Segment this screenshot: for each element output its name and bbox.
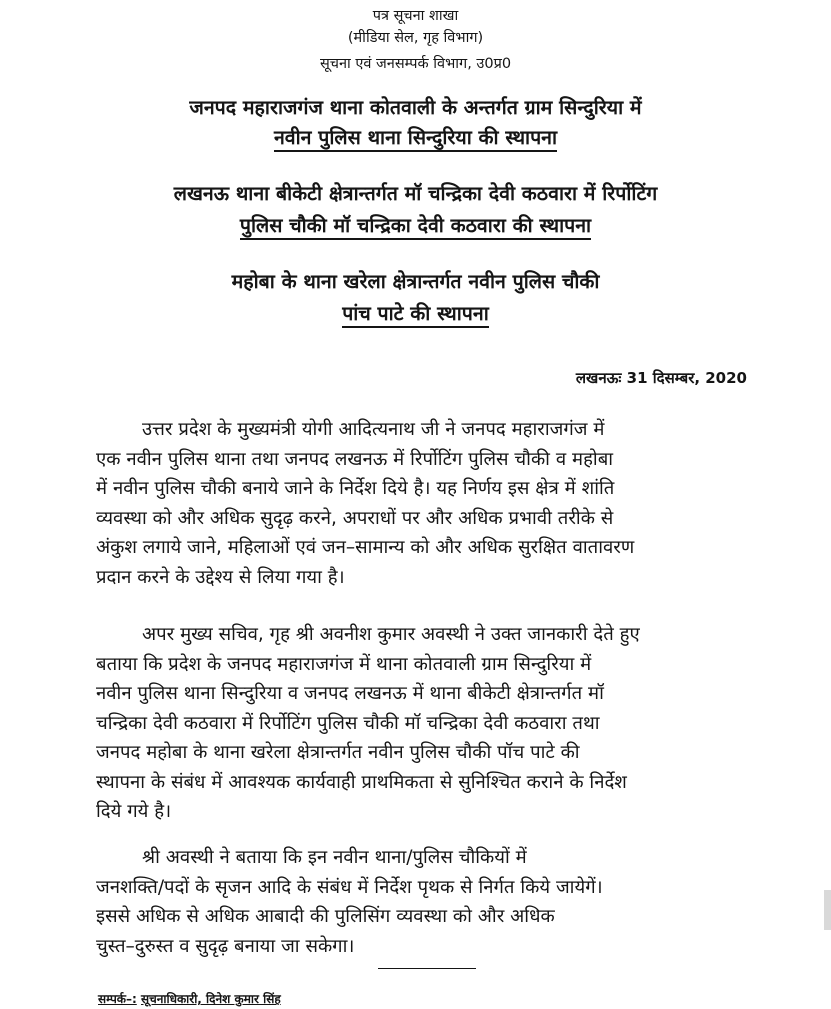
paragraph-line: अपर मुख्य सचिव, गृह श्री अवनीश कुमार अवस्थी ने उक्त जानकारी देते हुए — [142, 624, 640, 645]
contact-name: सूचनाधिकारी, दिनेश कुमार सिंह — [140, 992, 281, 1006]
headline-2-line-2: पुलिस चौकी मॉ चन्द्रिका देवी कठवारा की स्थापना — [0, 212, 831, 240]
paragraph-line: चन्द्रिका देवी कठवारा में रिर्पोटिंग पुलिस चौकी मॉ चन्द्रिका देवी कठवारा तथा — [96, 712, 600, 734]
paragraph-line: नवीन पुलिस थाना सिन्दुरिया व जनपद लखनऊ में थाना बीकेटी क्षेत्रान्तर्गत मॉ — [96, 683, 604, 704]
paragraph-line: इससे अधिक से अधिक आबादी की पुलिसिंग व्यवस्था को और अधिक — [96, 906, 555, 927]
paragraph-2 — [96, 620, 756, 827]
paragraph-line: व्यवस्था को और अधिक सुदृढ़ करने, अपराधों पर और अधिक प्रभावी तरीके से — [96, 507, 614, 529]
paragraph-line: चुस्त–दुरुस्त व सुदृढ़ बनाया जा सकेगा। — [96, 935, 355, 957]
headline-2-line-1: लखनऊ थाना बीकेटी क्षेत्रान्तर्गत मॉ चन्द्रिका देवी कठवारा में रिर्पोटिंग — [173, 182, 658, 205]
contact-label: सम्पर्क–: — [98, 992, 137, 1006]
paragraph-line: उत्तर प्रदेश के मुख्यमंत्री योगी आदित्यनाथ जी ने जनपद महाराजगंज में — [142, 419, 605, 440]
scan-edge-mark — [824, 890, 831, 930]
office-subunit: (मीडिया सेल, गृह विभाग) — [347, 30, 484, 46]
end-divider — [378, 968, 476, 969]
paragraph-line: जनपद महोबा के थाना खरेला क्षेत्रान्तर्गत नवीन पुलिस चौकी पॉच पाटे की — [96, 742, 580, 763]
headline-3-line-1: महोबा के थाना खरेला क्षेत्रान्तर्गत नवीन पुलिस चौकी — [231, 270, 600, 293]
paragraph-line: बताया कि प्रदेश के जनपद महाराजगंज में थाना कोतवाली ग्राम सिन्दुरिया में — [96, 653, 592, 675]
headline-3-line-2: पांच पाटे की स्थापना — [0, 300, 831, 328]
paragraph-line: अंकुश लगाये जाने, महिलाओं एवं जन–सामान्य को और अधिक सुरक्षित वातावरण — [96, 537, 635, 558]
department-name: सूचना एवं जनसम्पर्क विभाग, उ0प्र0 — [319, 56, 512, 72]
paragraph-line: स्थापना के संबंध में आवश्यक कार्यवाही प्राथमिकता से सुनिश्चित कराने के निर्देश — [96, 771, 627, 793]
paragraph-line: एक नवीन पुलिस थाना तथा जनपद लखनऊ में रिर्पोटिंग पुलिस चौकी व महोबा — [96, 448, 614, 470]
paragraph-line: दिये गये है। — [96, 801, 172, 822]
office-name: पत्र सूचना शाखा — [372, 8, 459, 24]
paragraph-line: प्रदान करने के उद्देश्य से लिया गया है। — [96, 566, 345, 588]
paragraph-line: श्री अवस्थी ने बताया कि इन नवीन थाना/पुलिस चौकियों में — [142, 847, 527, 868]
paragraph-line: जनशक्ति/पदों के सृजन आदि के संबंध में निर्देश पृथक से निर्गत किये जायेगें। — [96, 876, 603, 898]
paragraph-1 — [96, 415, 756, 592]
paragraph-line: में नवीन पुलिस चौकी बनाये जाने के निर्देश दिये है। यह निर्णय इस क्षेत्र में शांति — [96, 478, 615, 499]
contact-line — [98, 990, 281, 1007]
dateline: लखनऊः 31 दिसम्बर, 2020 — [575, 369, 747, 387]
headline-1-line-1: जनपद महाराजगंज थाना कोतवाली के अन्तर्गत ग्राम सिन्दुरिया में — [189, 96, 642, 119]
paragraph-3 — [96, 843, 756, 961]
headline-1-line-2: नवीन पुलिस थाना सिन्दुरिया की स्थापना — [0, 124, 831, 152]
